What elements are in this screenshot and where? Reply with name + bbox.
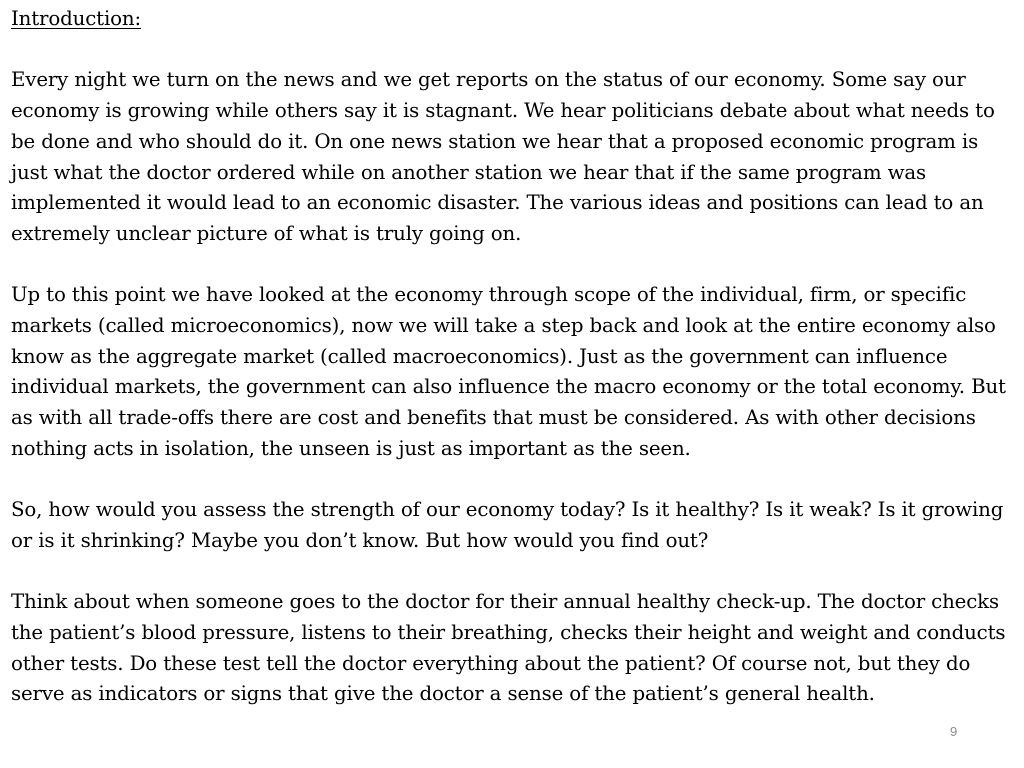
page-number: 9 [950,724,958,739]
section-heading: Introduction: [11,7,141,30]
paragraph-assess-economy: So, how would you assess the strength of our economy today? Is it healthy? Is it weak? Is it growing or is it shrinking? Maybe you don’t know. But how would you find out? [11,498,1004,552]
slide-content [11,4,1016,710]
paragraph-doctor-checkup: Think about when someone goes to the doctor for their annual healthy check-up. The doctor checks the patient’s blood pressure, listens to their breathing, checks their height and weight and conducts other tests. Do these test tell the doctor everything about the patient? Of course not, but they do serve as indicators or signs that give the doctor a sense of the patient’s general health. [11,590,1006,706]
paragraph-news-reports: Every night we turn on the news and we get reports on the status of our economy. Some say our economy is growing while others say it is stagnant. We hear politicians debate about what needs to be done and who should do it. On one news station we hear that a proposed economic program is just what the doctor ordered while on another station we hear that if the same program was implemented it would lead to an economic disaster. The various ideas and positions can lead to an extremely unclear picture of what is truly going on. [11,68,995,245]
paragraph-micro-macro: Up to this point we have looked at the economy through scope of the individual, firm, or specific markets (called microeconomics), now we will take a step back and look at the entire economy also know as the aggregate market (called macroeconomics). Just as the government can influence individual markets, the government can also influence the macro economy or the total economy. But as with all trade-offs there are cost and benefits that must be considered. As with other decisions nothing acts in isolation, the unseen is just as important as the seen. [11,283,1006,460]
